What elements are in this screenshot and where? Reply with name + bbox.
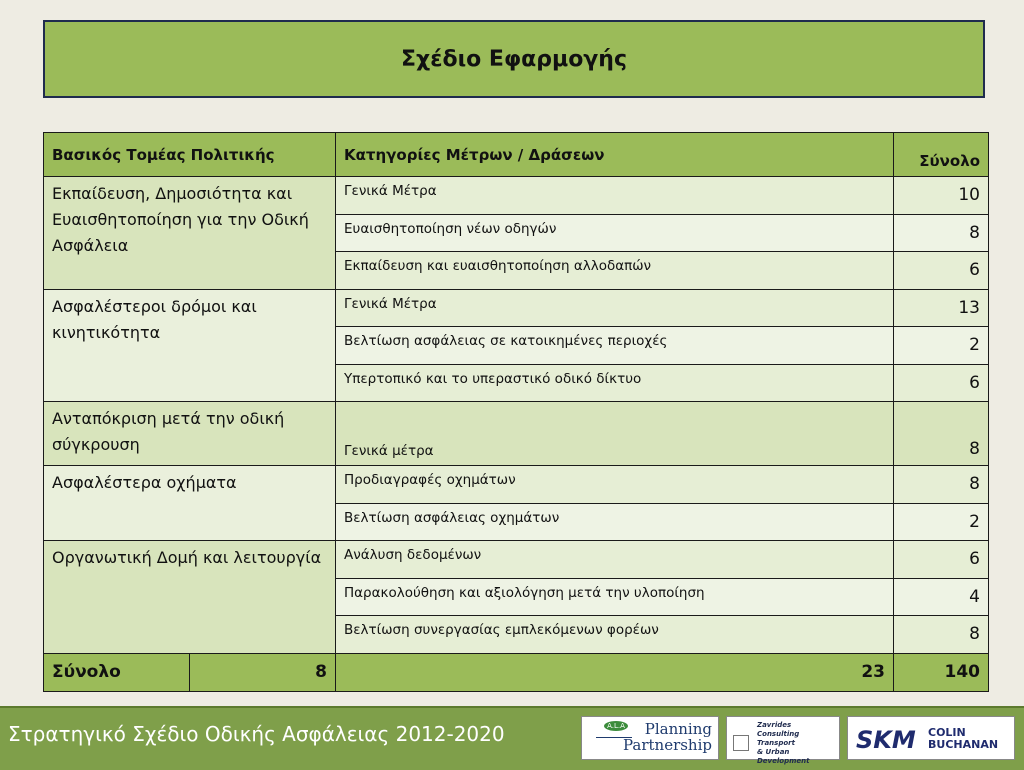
measure-cell: Γενικά Μέτρα [336,289,894,327]
ala-logo-text: Planning Partnership [622,720,712,754]
slide-title-box [43,20,985,98]
count-cell: 2 [894,503,989,541]
measure-cell: Βελτίωση συνεργασίας εμπλεκόμενων φορέων [336,616,894,654]
count-cell: 10 [894,177,989,215]
sector-cell: Ασφαλέστεροι δρόμοι και κινητικότητα [44,289,336,402]
measure-cell: Γενικά Μέτρα [336,177,894,215]
skm-logo-text: COLIN BUCHANAN [928,726,999,751]
zavrides-consulting-logo [726,716,840,765]
header-measures: Κατηγορίες Μέτρων / Δράσεων [336,133,894,177]
total-label: Σύνολο [44,653,190,691]
table-body [44,177,989,654]
ala-planning-partnership-logo [581,716,719,760]
skm-colin-buchanan-logo [847,716,1015,760]
total-measures: 23 [336,653,894,691]
sector-cell: Εκπαίδευση, Δημοσιότητα και Ευαισθητοποίηση για την Οδική Ασφάλεια [44,177,336,290]
table-row [44,402,989,466]
measure-cell: Βελτίωση ασφάλειας σε κατοικημένες περιοχές [336,327,894,365]
skm-logo-mark: SKM [856,726,916,754]
measure-cell: Ευαισθητοποίηση νέων οδηγών [336,214,894,252]
measure-cell: Υπερτοπικό και το υπεραστικό οδικό δίκτυο [336,364,894,402]
measure-cell: Παρακολούθηση και αξιολόγηση μετά την υλοποίηση [336,578,894,616]
count-cell: 8 [894,616,989,654]
measure-cell: Εκπαίδευση και ευαισθητοποίηση αλλοδαπών [336,252,894,290]
table-row [44,177,989,215]
count-cell: 2 [894,327,989,365]
measure-cell: Ανάλυση δεδομένων [336,541,894,579]
count-cell: 8 [894,214,989,252]
measure-cell: Γενικά μέτρα [336,402,894,466]
footer-title: Στρατηγικό Σχέδιο Οδικής Ασφάλειας 2012-2020 [8,722,505,746]
sector-cell: Ασφαλέστερα οχήματα [44,466,336,541]
measure-cell: Προδιαγραφές οχημάτων [336,466,894,504]
count-cell: 6 [894,364,989,402]
measure-cell: Βελτίωση ασφάλειας οχημάτων [336,503,894,541]
table-row [44,466,989,504]
count-cell: 6 [894,252,989,290]
zavrides-logo-text: Zavrides Consulting Transport & Urban Development [757,721,810,765]
count-cell: 4 [894,578,989,616]
header-sector: Βασικός Τομέας Πολιτικής [44,133,336,177]
implementation-plan-table [43,132,989,692]
slide-title: Σχέδιο Εφαρμογής [400,46,627,72]
total-count: 140 [894,653,989,691]
footer-bar [0,706,1024,770]
table-header-row [44,133,989,177]
table-row [44,289,989,327]
count-cell: 6 [894,541,989,579]
count-cell: 8 [894,402,989,466]
table-row [44,541,989,579]
count-cell: 8 [894,466,989,504]
header-total: Σύνολο [894,133,989,177]
ala-mark: A.L.A [604,721,628,731]
zavrides-mark-icon [733,735,749,751]
sector-cell: Οργανωτική Δομή και λειτουργία [44,541,336,654]
sector-cell: Ανταπόκριση μετά την οδική σύγκρουση [44,402,336,466]
table-total-row [44,653,989,691]
total-sectors: 8 [190,653,336,691]
count-cell: 13 [894,289,989,327]
